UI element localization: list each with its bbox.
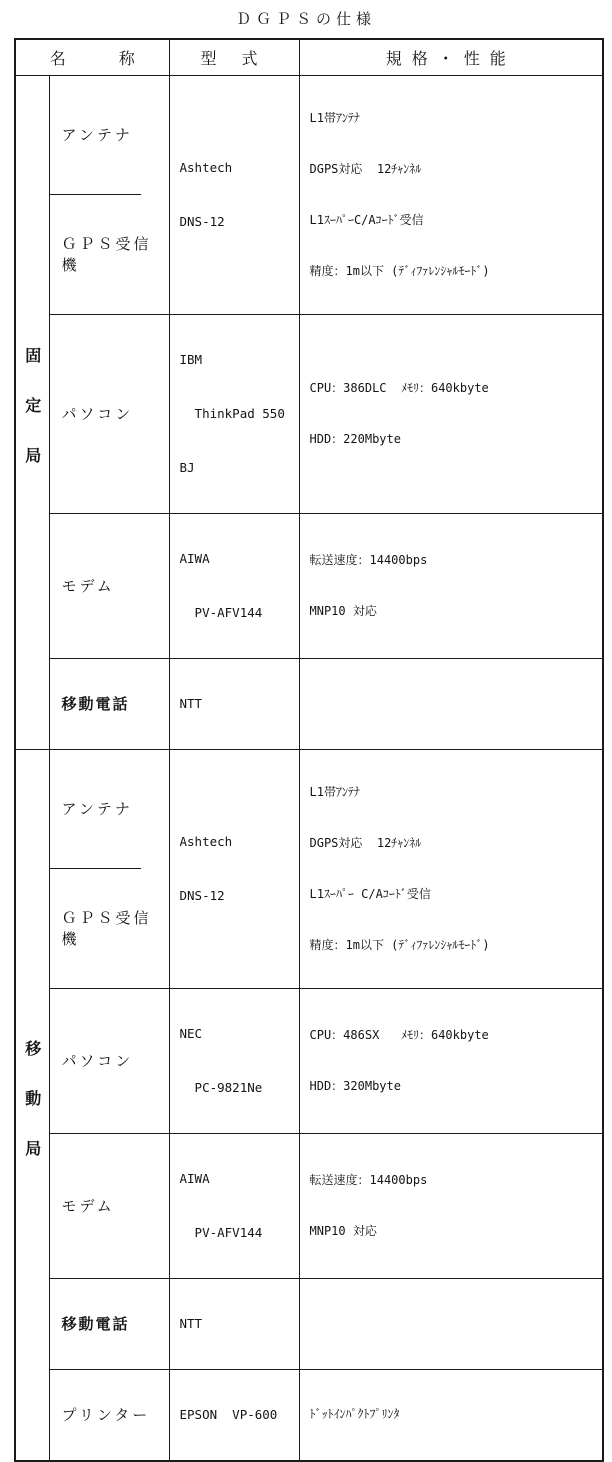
model-cell	[169, 314, 299, 513]
station-label-fixed: 固定局	[15, 75, 49, 749]
spec-line: MNP10 対応	[309, 603, 377, 618]
model-line: NTT	[179, 695, 203, 711]
spec-line: L1ｽｰﾊﾟｰ C/Aｺｰﾄﾞ受信	[309, 886, 431, 901]
spec-cell	[299, 314, 603, 513]
model-cell	[169, 749, 299, 988]
model-line: NEC	[179, 1025, 203, 1041]
model-line: Ashtech	[179, 159, 233, 175]
spec-cell	[299, 1133, 603, 1278]
spec-line: HDD：220Mbyte	[309, 431, 401, 446]
spec-line: CPU：486SX ﾒﾓﾘ：640kbyte	[309, 1027, 489, 1042]
item-name-pc: パソコン	[49, 988, 169, 1133]
table-row	[15, 314, 603, 513]
header-spec: 規格・性能	[299, 39, 603, 75]
station-label-mobile: 移動局	[15, 749, 49, 1461]
model-cell	[169, 1133, 299, 1278]
spec-cell	[299, 513, 603, 658]
model-line: AIWA	[179, 550, 210, 566]
model-line: IBM	[179, 351, 203, 367]
spec-line: L1ｽｰﾊﾟｰC/Aｺｰﾄﾞ受信	[309, 212, 424, 227]
header-type: 型 式	[169, 39, 299, 75]
spec-cell	[299, 988, 603, 1133]
header-row	[15, 39, 603, 75]
spec-cell	[299, 1278, 603, 1369]
item-name-modem: モデム	[49, 513, 169, 658]
model-cell	[169, 988, 299, 1133]
model-line: EPSON VP-600	[179, 1406, 278, 1422]
model-cell	[169, 1369, 299, 1461]
model-cell	[169, 75, 299, 314]
table-row	[15, 75, 603, 314]
table-row	[15, 513, 603, 658]
model-line: PV-AFV144	[179, 604, 263, 620]
spec-cell	[299, 749, 603, 988]
model-line: NTT	[179, 1315, 203, 1331]
item-name-mobile-phone: 移動電話	[49, 1278, 169, 1369]
model-line: PC-9821Ne	[179, 1079, 263, 1095]
document-title: ＤＧＰＳの仕様	[235, 10, 376, 28]
spec-line: MNP10 対応	[309, 1223, 377, 1238]
spec-table	[14, 38, 604, 1462]
model-cell	[169, 1278, 299, 1369]
spec-cell	[299, 658, 603, 749]
spec-line: L1帯ｱﾝﾃﾅ	[309, 110, 360, 125]
model-line: PV-AFV144	[179, 1224, 263, 1240]
model-line: AIWA	[179, 1170, 210, 1186]
spec-cell	[299, 1369, 603, 1461]
model-line: ThinkPad 550	[179, 405, 285, 421]
item-name-antenna: アンテナ	[50, 76, 141, 195]
table-row	[15, 988, 603, 1133]
spec-line: ﾄﾞｯﾄｲﾝﾊﾟｸﾄﾌﾟﾘﾝﾀ	[309, 1407, 400, 1421]
spec-line: 転送速度：14400bps	[309, 552, 428, 567]
item-name-gps-receiver: ＧＰＳ受信機	[61, 909, 152, 948]
model-line: Ashtech	[179, 833, 233, 849]
model-cell	[169, 658, 299, 749]
table-row	[15, 749, 603, 988]
spec-line: HDD：320Mbyte	[309, 1078, 401, 1093]
table-row	[15, 658, 603, 749]
item-name-gps-receiver: ＧＰＳ受信機	[61, 235, 152, 274]
item-name-modem: モデム	[49, 1133, 169, 1278]
spec-line: DGPS対応 12ﾁｬﾝﾈﾙ	[309, 161, 422, 176]
item-name-pc: パソコン	[49, 314, 169, 513]
item-name-mobile-phone: 移動電話	[49, 658, 169, 749]
spec-line: 精度：1m以下 (ﾃﾞｨﾌｧﾚﾝｼｬﾙﾓｰﾄﾞ)	[309, 937, 490, 952]
table-row	[15, 1133, 603, 1278]
spec-line: 精度：1m以下 (ﾃﾞｨﾌｧﾚﾝｼｬﾙﾓｰﾄﾞ)	[309, 263, 490, 278]
item-cell	[49, 75, 169, 314]
spec-line: 転送速度：14400bps	[309, 1172, 428, 1187]
spec-line: DGPS対応 12ﾁｬﾝﾈﾙ	[309, 835, 422, 850]
model-cell	[169, 513, 299, 658]
table-row	[15, 1278, 603, 1369]
item-name-antenna: アンテナ	[50, 750, 141, 869]
spec-line: L1帯ｱﾝﾃﾅ	[309, 784, 360, 799]
spec-cell	[299, 75, 603, 314]
model-line: BJ	[179, 459, 195, 475]
model-line: DNS-12	[179, 213, 225, 229]
item-cell	[49, 749, 169, 988]
item-name-printer: プリンター	[49, 1369, 169, 1461]
model-line: DNS-12	[179, 887, 225, 903]
header-name: 名 称	[15, 39, 169, 75]
table-row	[15, 1369, 603, 1461]
spec-line: CPU：386DLC ﾒﾓﾘ：640kbyte	[309, 380, 489, 395]
